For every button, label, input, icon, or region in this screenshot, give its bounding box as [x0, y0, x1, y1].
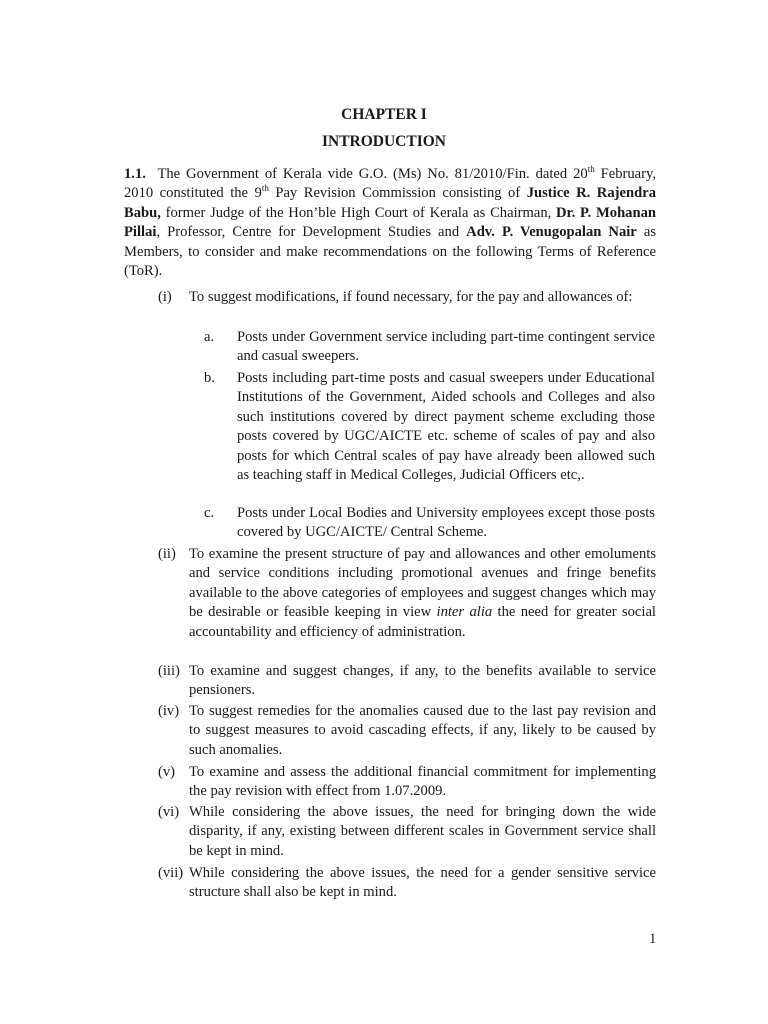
latin-phrase: inter alia: [436, 604, 493, 621]
superscript-th: th: [587, 164, 595, 175]
term-text: While considering the above issues, the need for a gender sensitive service structure shall also be kept in mind.: [189, 865, 656, 901]
para-text-6: as Members, to consider and make recommendations on the following Terms of Reference (ToR).: [124, 224, 656, 280]
sub-item-letter: a.: [204, 329, 215, 345]
paragraph-number: 1.1.: [124, 166, 146, 182]
term-number: (vi): [158, 804, 180, 820]
term-number: (i): [158, 289, 172, 305]
para-text-2: February, 2010 constituted the 9: [124, 166, 657, 202]
sub-item-letter: b.: [204, 370, 215, 386]
term-text: To examine the present structure of pay and allowances and other emoluments and service conditions including promotional avenues and fringe benefits available to the above categories of employees and suggest changes which may be desirable or feasible keeping in view inter alia the need for greater social accountability and efficiency of administration.: [189, 546, 656, 640]
section-heading: INTRODUCTION: [321, 133, 446, 150]
term-text: To examine and suggest changes, if any, to the benefits available to service pensioners.: [189, 663, 656, 699]
para-text-1: The Government of Kerala vide G.O. (Ms) No. 81/2010/Fin. dated 20: [157, 166, 588, 182]
sub-item-text: Posts under Local Bodies and University employees except those posts covered by UGC/AICTE/ Central Scheme.: [237, 505, 655, 541]
term-number: (iii): [158, 663, 180, 679]
para-text-5: , Professor, Centre for Development Studies and: [156, 224, 467, 241]
term-number: (v): [158, 764, 176, 780]
term-text: To examine and assess the additional financial commitment for implementing the pay revision with effect from 1.07.2009.: [189, 764, 656, 800]
page-number: 1: [649, 931, 657, 947]
member-name-1: Dr. P. Mohanan Pillai: [124, 204, 657, 241]
sub-item-letter: c.: [204, 505, 215, 521]
para-text-3: Pay Revision Commission consisting of: [268, 185, 527, 202]
chairman-name: Justice R. Rajendra Babu,: [124, 185, 656, 221]
chapter-heading: CHAPTER I: [341, 106, 427, 123]
term-text: While considering the above issues, the need for bringing down the wide disparity, if any, existing between different scales in Government service shall be kept in mind.: [189, 804, 656, 859]
superscript-th: th: [261, 183, 269, 194]
para-text-4: former Judge of the Hon’ble High Court of Kerala as Chairman,: [160, 204, 556, 221]
term-text: To suggest modifications, if found necessary, for the pay and allowances of:: [189, 289, 633, 305]
term-number: (iv): [158, 703, 180, 719]
sub-item-text: Posts including part-time posts and casual sweepers under Educational Institutions of the Government, Aided schools and Colleges and also such institutions covered by direct payment scheme excluding those posts covered by UGC/AICTE etc. scheme of scales of pay and also posts for which Central scales of pay have already been allowed such as teaching staff in Medical Colleges, Judicial Officers etc,.: [237, 370, 655, 484]
term-number: (vii): [158, 865, 184, 881]
member-name-2: Adv. P. Venugopalan Nair: [466, 224, 637, 241]
sub-item-text: Posts under Government service including part-time contingent service and casual sweepers.: [237, 329, 655, 365]
term-text: To suggest remedies for the anomalies caused due to the last pay revision and to suggest measures to avoid cascading effects, if any, likely to be caused by such anomalies.: [189, 703, 656, 758]
paragraph-1-1: [124, 165, 656, 281]
term-number: (ii): [158, 546, 176, 562]
